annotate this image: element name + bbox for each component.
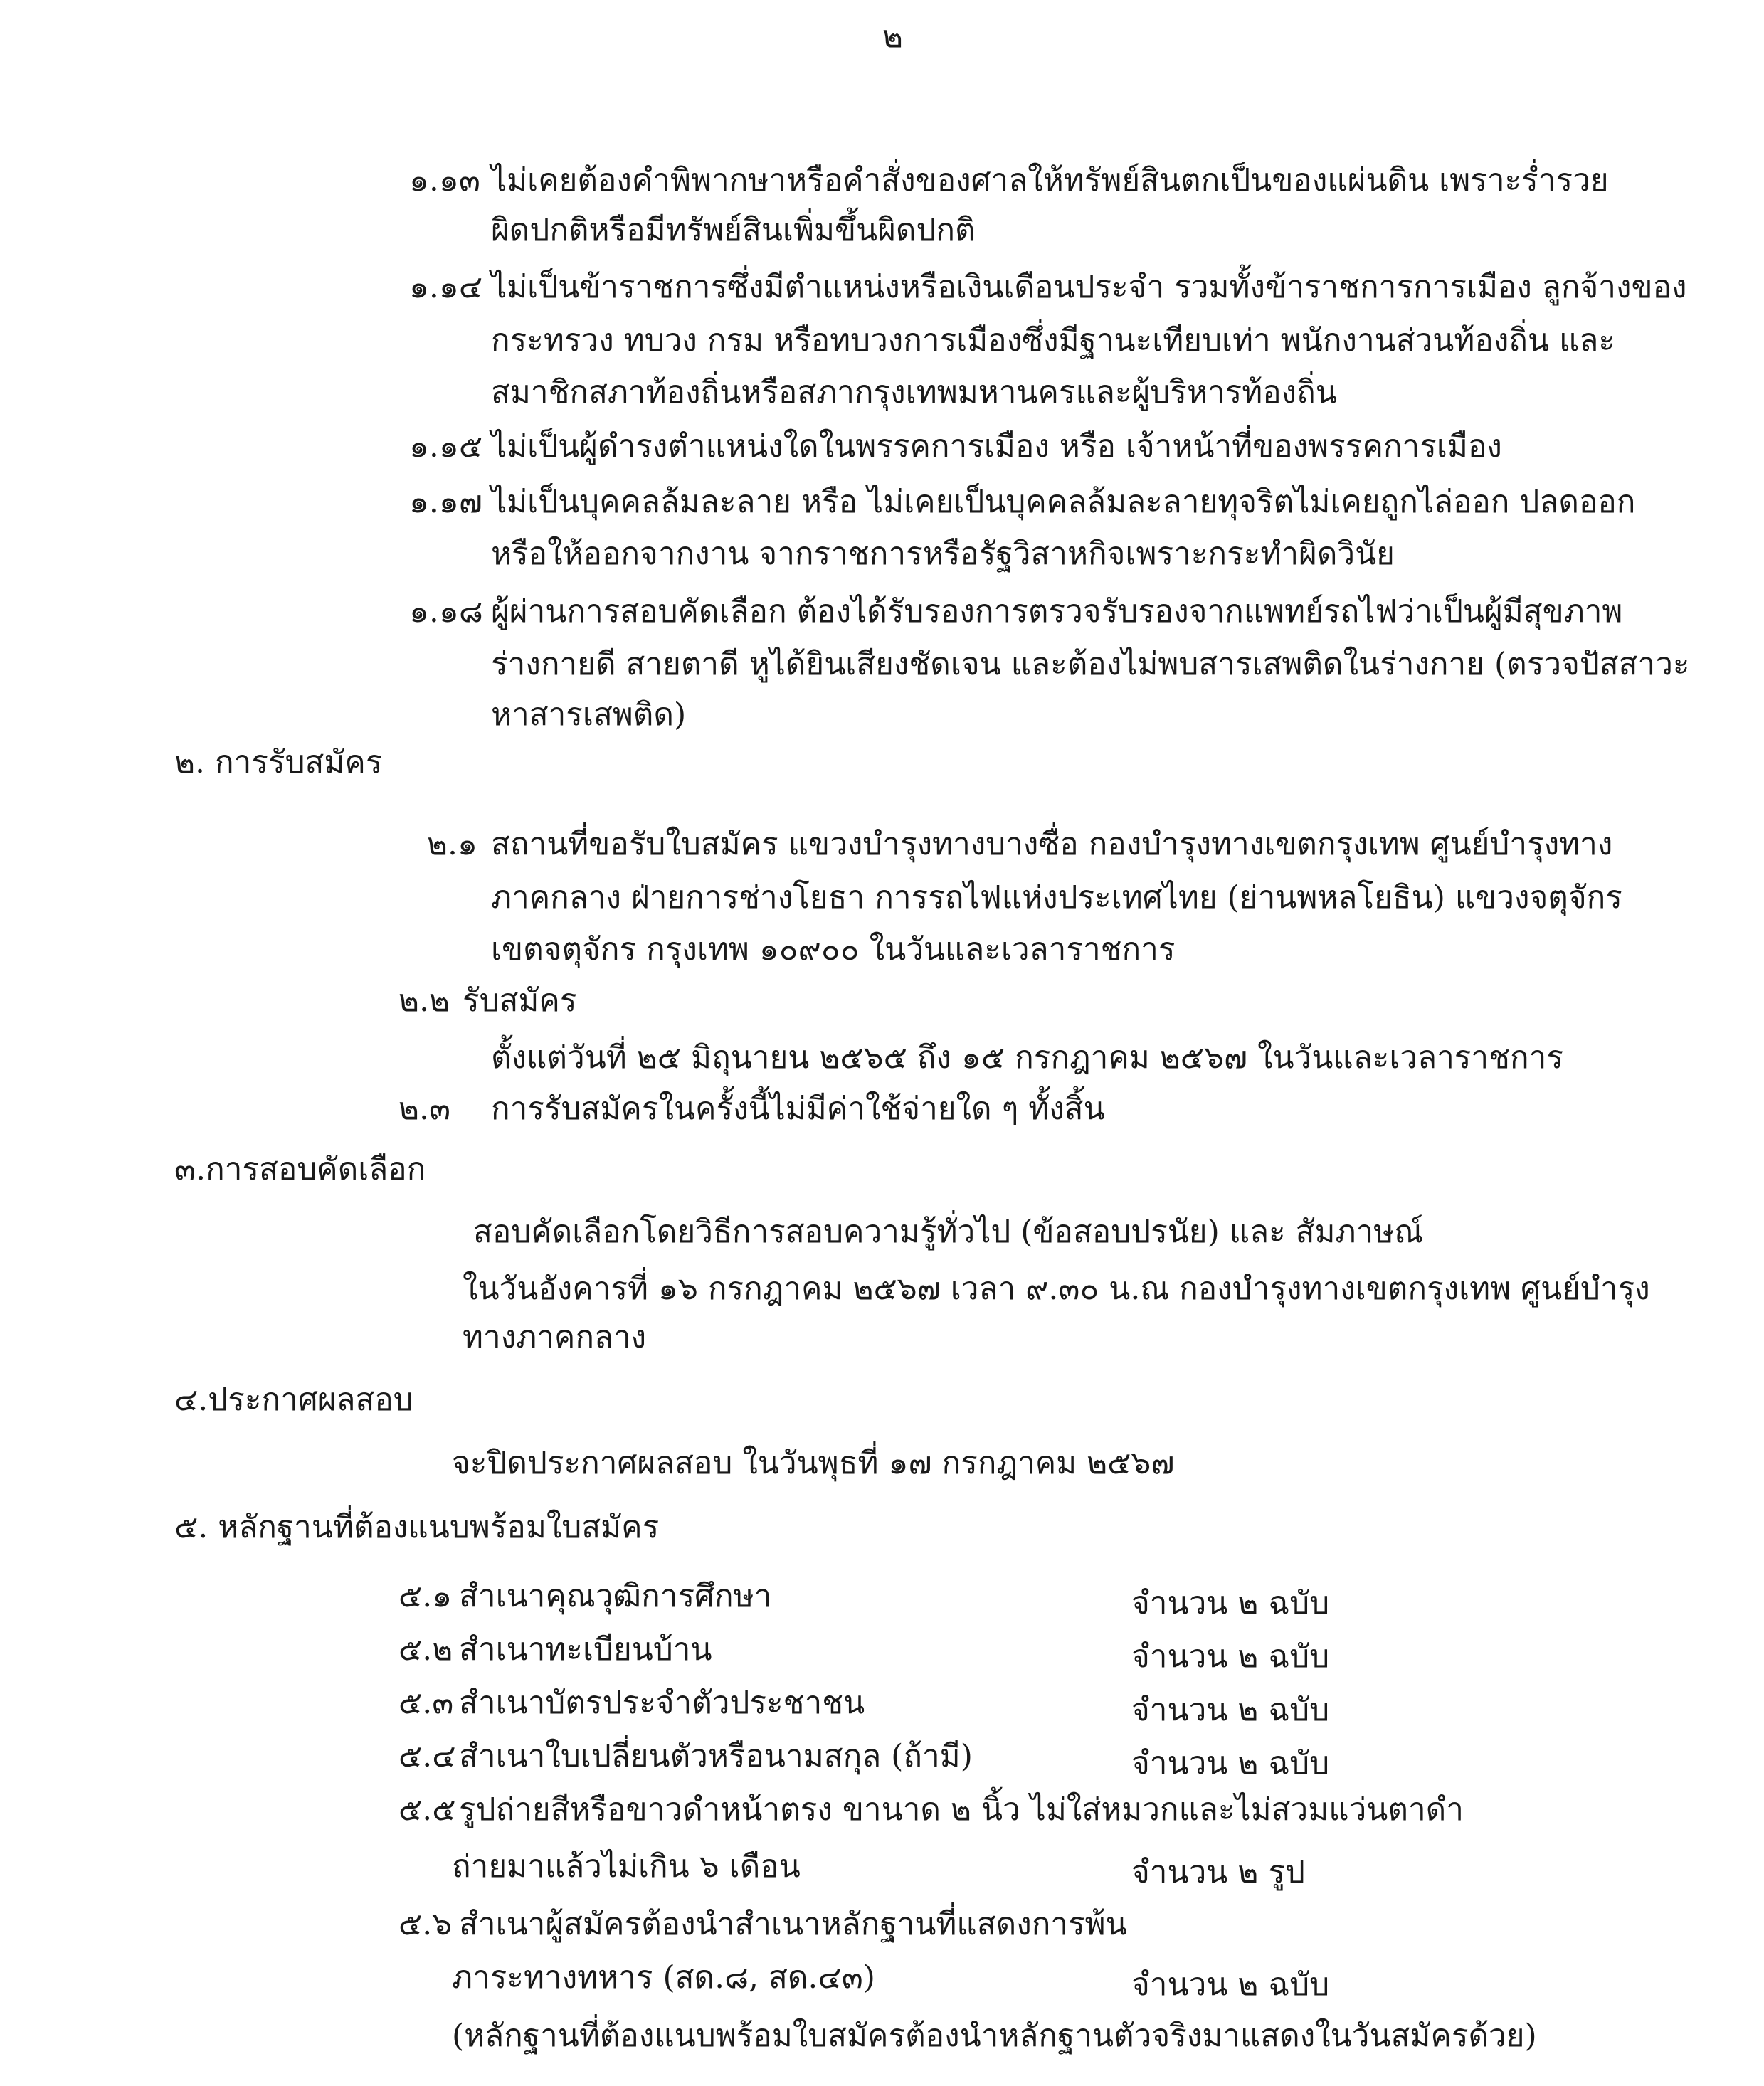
item-number: ๑.๑๗ [409, 484, 482, 520]
item-number: ๕.๒ [398, 1631, 453, 1668]
body-text: จะปิดประกาศผลสอบ ในวันพุธที่ ๑๗ กรกฎาคม ๒๕๖๗ [452, 1445, 1175, 1481]
item-quantity: จำนวน ๒ ฉบับ [1131, 1692, 1330, 1728]
item-text: สำเนาคุณวุฒิการศึกษา [459, 1578, 772, 1614]
item-number: ๑.๑๓ [409, 162, 480, 198]
item-number: ๑.๑๕ [409, 428, 483, 465]
section-heading-3: ๓.การสอบคัดเลือก [174, 1151, 426, 1187]
item-quantity: จำนวน ๒ ฉบับ [1131, 1585, 1330, 1621]
item-text: กระทรวง ทบวง กรม หรือทบวงการเมืองซึ่งมีฐานะเทียบเท่า พนักงานส่วนท้องถิ่น และ [491, 322, 1615, 359]
item-text: ภาคกลาง ฝ่ายการช่างโยธา การรถไฟแห่งประเทศไทย (ย่านพหลโยธิน) แขวงจตุจักร [491, 879, 1622, 916]
item-text: รับสมัคร [463, 983, 577, 1019]
item-number: ๕.๔ [398, 1738, 456, 1774]
item-text: สถานที่ขอรับใบสมัคร แขวงบำรุงทางบางซื่อ กองบำรุงทางเขตกรุงเทพ ศูนย์บำรุงทาง [491, 826, 1613, 862]
item-text: ไม่เป็นข้าราชการซึ่งมีตำแหน่งหรือเงินเดือนประจำ รวมทั้งข้าราชการการเมือง ลูกจ้างของ [491, 269, 1687, 305]
item-text: ผู้ผ่านการสอบคัดเลือก ต้องได้รับรองการตรวจรับรองจากแพทย์รถไฟว่าเป็นผู้มีสุขภาพ [491, 593, 1623, 630]
item-text: ไม่เคยต้องคำพิพากษาหรือคำสั่งของศาลให้ทรัพย์สินตกเป็นของแผ่นดิน เพราะร่ำรวย [491, 162, 1609, 198]
footnote: (หลักฐานที่ต้องแนบพร้อมใบสมัครต้องนำหลักฐานตัวจริงมาแสดงในวันสมัครด้วย) [452, 2018, 1537, 2054]
item-number: ๕.๓ [398, 1685, 454, 1721]
item-number: ๑.๑๔ [409, 269, 483, 305]
item-number: ๑.๑๘ [409, 593, 483, 630]
item-text: สำเนาบัตรประจำตัวประชาชน [459, 1685, 865, 1721]
item-text: ไม่เป็นบุคคลล้มละลาย หรือ ไม่เคยเป็นบุคคลล้มละลายทุจริตไม่เคยถูกไล่ออก ปลดออก [491, 484, 1636, 520]
item-quantity: จำนวน ๒ ฉบับ [1131, 1745, 1330, 1781]
item-text: ภาระทางทหาร (สด.๘, สด.๔๓) [452, 1959, 875, 1996]
body-text: สอบคัดเลือกโดยวิธีการสอบความรู้ทั่วไป (ข้อสอบปรนัย) และ สัมภาษณ์ [473, 1214, 1424, 1250]
item-number: ๒.๑ [427, 826, 477, 862]
item-text: ถ่ายมาแล้วไม่เกิน ๖ เดือน [452, 1848, 801, 1885]
item-text: ตั้งแต่วันที่ ๒๕ มิถุนายน ๒๕๖๕ ถึง ๑๕ กรกฎาคม ๒๕๖๗ ในวันและเวลาราชการ [491, 1039, 1563, 1076]
item-text: ไม่เป็นผู้ดำรงตำแหน่งใดในพรรคการเมือง หรือ เจ้าหน้าที่ของพรรคการเมือง [491, 428, 1502, 465]
body-text: ทางภาคกลาง [463, 1319, 647, 1355]
item-number: ๕.๑ [398, 1578, 453, 1614]
item-number: ๒.๓ [398, 1091, 451, 1127]
item-text: หรือให้ออกจากงาน จากราชการหรือรัฐวิสาหกิจเพราะกระทำผิดวินัย [491, 536, 1395, 572]
item-text: สมาชิกสภาท้องถิ่นหรือสภากรุงเทพมหานครและผู้บริหารท้องถิ่น [491, 374, 1337, 411]
item-quantity: จำนวน ๒ ฉบับ [1131, 1966, 1330, 2003]
item-text: การรับสมัครในครั้งนี้ไม่มีค่าใช้จ่ายใด ๆ ทั้งสิ้น [491, 1091, 1105, 1127]
item-text: สำเนาผู้สมัครต้องนำสำเนาหลักฐานที่แสดงการพ้น [459, 1906, 1127, 1942]
item-text: สำเนาทะเบียนบ้าน [459, 1631, 712, 1668]
section-heading-5: ๕. หลักฐานที่ต้องแนบพร้อมใบสมัคร [174, 1509, 660, 1545]
page-number: ๒ [882, 18, 904, 55]
item-text: เขตจตุจักร กรุงเทพ ๑๐๙๐๐ ในวันและเวลาราชการ [491, 931, 1176, 968]
item-quantity: จำนวน ๒ รูป [1131, 1854, 1305, 1890]
item-quantity: จำนวน ๒ ฉบับ [1131, 1638, 1330, 1675]
item-text: สำเนาใบเปลี่ยนตัวหรือนามสกุล (ถ้ามี) [459, 1738, 973, 1774]
item-number: ๕.๕ [398, 1791, 456, 1828]
item-text: ร่างกายดี สายตาดี หูได้ยินเสียงชัดเจน และต้องไม่พบสารเสพติดในร่างกาย (ตรวจปัสสาวะ [491, 646, 1690, 682]
section-heading-2: ๒. การรับสมัคร [174, 744, 383, 780]
item-text: หาสารเสพติด) [491, 697, 687, 733]
item-text: รูปถ่ายสีหรือขาวดำหน้าตรง ขานาด ๒ นิ้ว ไม่ใส่หมวกและไม่สวมแว่นตาดำ [459, 1791, 1464, 1828]
item-text: ผิดปกติหรือมีทรัพย์สินเพิ่มขึ้นผิดปกติ [491, 212, 976, 248]
item-number: ๒.๒ [398, 983, 450, 1019]
body-text: ในวันอังคารที่ ๑๖ กรกฎาคม ๒๕๖๗ เวลา ๙.๓๐ น.ณ กองบำรุงทางเขตกรุงเทพ ศูนย์บำรุง [463, 1271, 1650, 1307]
section-heading-4: ๔.ประกาศผลสอบ [174, 1382, 413, 1418]
item-number: ๕.๖ [398, 1906, 453, 1942]
